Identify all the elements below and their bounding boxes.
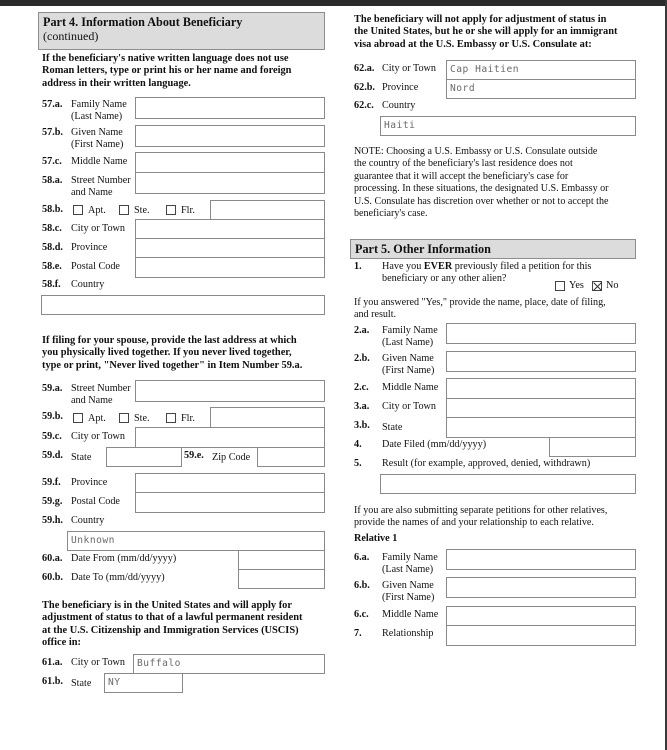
q59d-label: State — [71, 452, 92, 463]
q6a-label: Family Name (Last Name) — [382, 552, 438, 575]
native-language-intro: If the beneficiary's native written language does not use Roman letters, type or print his or her name and foreign address in their written language. — [42, 53, 292, 89]
q2a-label: Family Name (Last Name) — [382, 325, 438, 348]
q59f-number: 59.f. — [42, 477, 61, 488]
q58b-flr-checkbox[interactable] — [166, 205, 176, 215]
q62a-number: 62.a. — [354, 63, 375, 74]
relatives-intro: If you are also submitting separate petitions for other relatives, provide the names of and your relationship to each relative. — [354, 505, 608, 529]
q58e-postal-code-field[interactable] — [135, 257, 325, 278]
q6b-given-name-field[interactable] — [446, 577, 636, 598]
q61b-state-field[interactable]: NY — [104, 673, 183, 693]
q7-number: 7. — [354, 628, 362, 639]
q59c-city-field[interactable] — [135, 427, 325, 448]
q58d-province-field[interactable] — [135, 238, 325, 259]
q6a-family-name-field[interactable] — [446, 549, 636, 570]
q58c-number: 58.c. — [42, 223, 62, 234]
q58b-ste-label: Ste. — [134, 205, 150, 216]
q3b-label: State — [382, 422, 403, 433]
q62b-label: Province — [382, 82, 419, 93]
q3b-state-field[interactable] — [446, 417, 636, 438]
q1-yes-label: Yes — [569, 280, 584, 291]
q59e-zip-code-field[interactable] — [257, 447, 325, 467]
q1-yes-checkbox[interactable] — [555, 281, 565, 291]
q58c-city-field[interactable] — [135, 219, 325, 240]
q6c-middle-name-field[interactable] — [446, 606, 636, 627]
q58b-apt-label: Apt. — [88, 205, 106, 216]
q3a-city-field[interactable] — [446, 398, 636, 419]
part4-title: Part 4. Information About Beneficiary — [43, 15, 243, 29]
q59c-label: City or Town — [71, 431, 126, 442]
q2c-number: 2.c. — [354, 382, 369, 393]
q7-relationship-field[interactable] — [446, 625, 636, 646]
q59h-label: Country — [71, 515, 105, 526]
q59e-label: Zip Code — [212, 452, 251, 463]
q61b-label: State — [71, 678, 92, 689]
q2a-family-name-field[interactable] — [446, 323, 636, 344]
q59g-label: Postal Code — [71, 496, 120, 507]
q3a-label: City or Town — [382, 401, 437, 412]
part4-header — [38, 12, 325, 50]
q59f-label: Province — [71, 477, 108, 488]
q61a-label: City or Town — [71, 657, 126, 668]
q58a-street-field[interactable] — [135, 172, 325, 194]
q61b-number: 61.b. — [42, 676, 63, 687]
q6a-number: 6.a. — [354, 552, 370, 563]
q3b-number: 3.b. — [354, 420, 370, 431]
q59f-province-field[interactable] — [135, 473, 325, 494]
part5-header — [350, 239, 636, 259]
if-yes-instructions: If you answered "Yes," provide the name, place, date of filing, and result. — [354, 297, 606, 321]
q59g-number: 59.g. — [42, 496, 63, 507]
q58e-number: 58.e. — [42, 261, 62, 272]
q2c-middle-name-field[interactable] — [446, 378, 636, 399]
q2b-label: Given Name (First Name) — [382, 353, 435, 376]
q59e-number: 59.e. — [184, 450, 204, 461]
q6b-label: Given Name (First Name) — [382, 580, 435, 603]
q6c-label: Middle Name — [382, 609, 439, 620]
q4-label: Date Filed (mm/dd/yyyy) — [382, 439, 487, 450]
q2b-number: 2.b. — [354, 353, 370, 364]
uscis-office-intro: The beneficiary is in the United States and will apply for adjustment of status to that of a lawful permanent resident at the U.S. Citizenship and Immigration Services (USCIS) office in: — [42, 600, 303, 649]
q62c-label: Country — [382, 100, 416, 111]
q4-number: 4. — [354, 439, 362, 450]
q3a-number: 3.a. — [354, 401, 370, 412]
part5-title: Part 5. Other Information — [355, 242, 491, 256]
q59c-number: 59.c. — [42, 431, 62, 442]
q60b-label: Date To (mm/dd/yyyy) — [71, 572, 165, 583]
q57a-family-name-field[interactable] — [135, 97, 325, 119]
q61a-number: 61.a. — [42, 657, 63, 668]
q59h-number: 59.h. — [42, 515, 63, 526]
q58d-label: Province — [71, 242, 108, 253]
q58d-number: 58.d. — [42, 242, 63, 253]
q58f-number: 58.f. — [42, 279, 61, 290]
q58f-label: Country — [71, 279, 105, 290]
relative-1-heading: Relative 1 — [354, 533, 398, 544]
q58e-label: Postal Code — [71, 261, 120, 272]
q60b-number: 60.b. — [42, 572, 63, 583]
q5-label: Result (for example, approved, denied, withdrawn) — [382, 458, 591, 469]
q57c-middle-name-field[interactable] — [135, 152, 325, 174]
consulate-note: NOTE: Choosing a U.S. Embassy or U.S. Consulate outside the country of the beneficiary's last residence does not guarantee that it will accept the beneficiary's case for processing. In these situations, the designated U.S. Embassy or U.S. Consulate has discretion over whether or not to accept the beneficiary's case. — [354, 146, 609, 220]
q59a-number: 59.a. — [42, 383, 63, 394]
q58b-flr-label: Flr. — [181, 205, 195, 216]
q5-number: 5. — [354, 458, 362, 469]
q59a-street-field[interactable] — [135, 380, 325, 402]
spouse-address-intro: If filing for your spouse, provide the last address at which you physically lived together. If you never lived together, type or print, "Never lived together" in Item Number 59.a. — [42, 335, 303, 371]
q58f-country-field[interactable] — [41, 295, 325, 315]
q59b-flr-label: Flr. — [181, 413, 195, 424]
consulate-intro: The beneficiary will not apply for adjustment of status in the United States, but he or she will apply for an immigrant visa abroad at the U.S. Embassy or U.S. Consulate at: — [354, 14, 618, 50]
q59b-unit-number-field[interactable] — [210, 407, 325, 429]
q60a-number: 60.a. — [42, 553, 63, 564]
q58a-label: Street Number and Name — [71, 175, 131, 198]
q57b-number: 57.b. — [42, 127, 63, 138]
q62c-number: 62.c. — [354, 100, 374, 111]
q59d-state-field[interactable] — [106, 447, 182, 467]
q7-label: Relationship — [382, 628, 434, 639]
q59d-number: 59.d. — [42, 450, 63, 461]
q59a-label: Street Number and Name — [71, 383, 131, 406]
q1-no-label: No — [606, 280, 619, 291]
q62b-number: 62.b. — [354, 82, 375, 93]
q59b-apt-checkbox[interactable] — [73, 413, 83, 423]
q62a-city-field[interactable]: Cap Haitien — [446, 60, 636, 80]
q2c-label: Middle Name — [382, 382, 439, 393]
q4-date-filed-field[interactable] — [549, 437, 636, 457]
q59g-postal-code-field[interactable] — [135, 492, 325, 513]
q2b-given-name-field[interactable] — [446, 351, 636, 372]
q60b-date-to-field[interactable] — [238, 569, 325, 589]
q1-question: Have you EVER previously filed a petition for this beneficiary or any other alien? — [382, 261, 592, 284]
q6b-number: 6.b. — [354, 580, 370, 591]
q59b-number: 59.b. — [42, 411, 63, 422]
q59b-ste-label: Ste. — [134, 413, 150, 424]
q2a-number: 2.a. — [354, 325, 370, 336]
part4-subtitle: (continued) — [43, 29, 99, 43]
q61a-city-field[interactable]: Buffalo — [133, 654, 325, 674]
q58b-number: 58.b. — [42, 204, 63, 215]
q58b-unit-number-field[interactable] — [210, 200, 325, 221]
q58a-number: 58.a. — [42, 175, 63, 186]
q57c-number: 57.c. — [42, 156, 62, 167]
q57a-label: Family Name (Last Name) — [71, 99, 127, 122]
q59b-flr-checkbox[interactable] — [166, 413, 176, 423]
q59b-ste-checkbox[interactable] — [119, 413, 129, 423]
q60a-date-from-field[interactable] — [238, 550, 325, 570]
q6c-number: 6.c. — [354, 609, 369, 620]
q1-no-checkbox[interactable] — [592, 281, 602, 291]
page-top-edge — [0, 0, 667, 6]
q58c-label: City or Town — [71, 223, 126, 234]
q59h-country-field[interactable]: Unknown — [67, 531, 325, 551]
q57b-given-name-field[interactable] — [135, 125, 325, 147]
q58b-ste-checkbox[interactable] — [119, 205, 129, 215]
q1-number: 1. — [354, 261, 362, 272]
q62c-country-field[interactable]: Haiti — [380, 116, 636, 136]
q57c-label: Middle Name — [71, 156, 128, 167]
q57a-number: 57.a. — [42, 99, 63, 110]
q58b-apt-checkbox[interactable] — [73, 205, 83, 215]
q59b-apt-label: Apt. — [88, 413, 106, 424]
q62b-province-field[interactable]: Nord — [446, 79, 636, 99]
q60a-label: Date From (mm/dd/yyyy) — [71, 553, 177, 564]
q5-result-field[interactable] — [380, 474, 636, 494]
q62a-label: City or Town — [382, 63, 437, 74]
q57b-label: Given Name (First Name) — [71, 127, 124, 150]
